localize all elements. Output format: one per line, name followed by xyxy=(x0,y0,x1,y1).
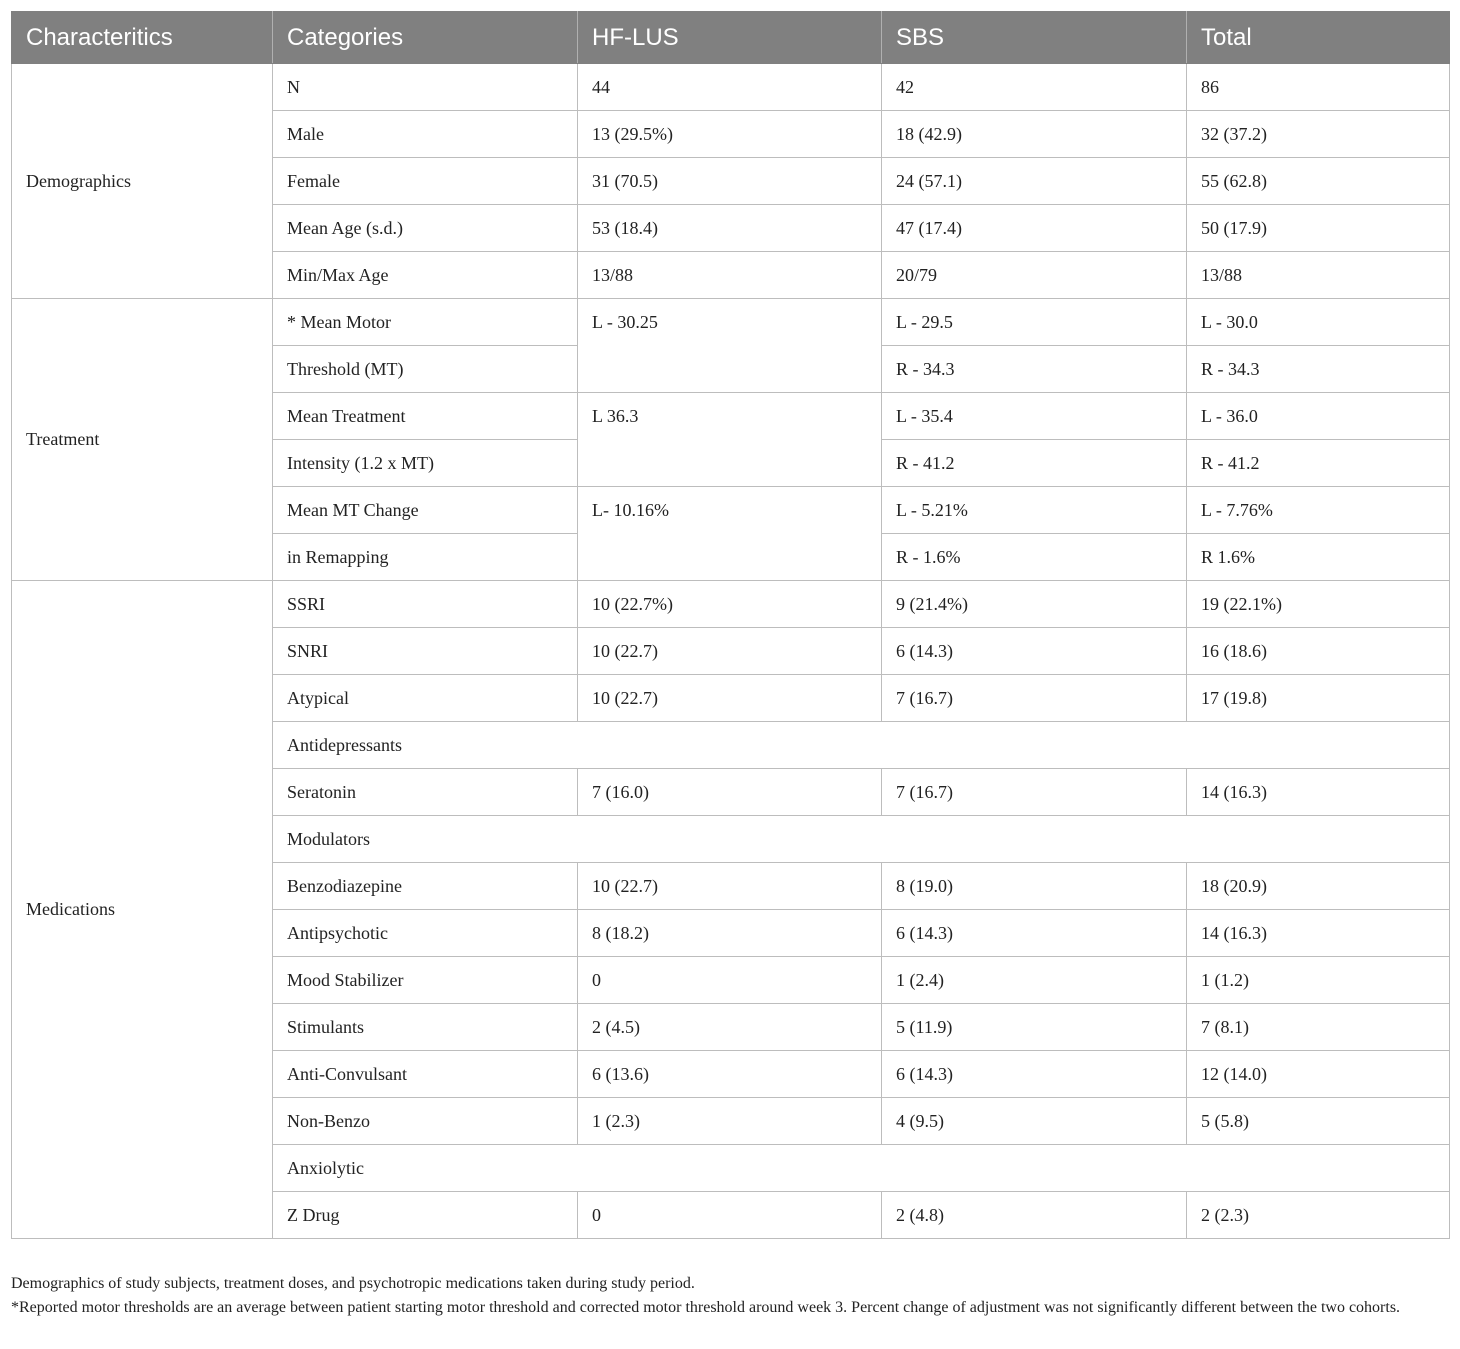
hf-lus-cell: 6 (13.6) xyxy=(578,1051,882,1098)
hf-lus-cell: L- 10.16% xyxy=(578,487,882,581)
characteristics-table xyxy=(11,11,1450,1239)
header-categories: Categories xyxy=(273,12,578,64)
category-cell: * Mean Motor xyxy=(273,299,578,346)
table-row xyxy=(12,581,1450,628)
category-cell: in Remapping xyxy=(273,534,578,581)
sbs-cell: 7 (16.7) xyxy=(882,675,1187,722)
hf-lus-cell: L 36.3 xyxy=(578,393,882,487)
category-cell: Mean Age (s.d.) xyxy=(273,205,578,252)
subgroup-label: Modulators xyxy=(273,816,1450,863)
total-cell: 19 (22.1%) xyxy=(1187,581,1450,628)
hf-lus-cell: 0 xyxy=(578,957,882,1004)
sbs-cell: R - 1.6% xyxy=(882,534,1187,581)
category-cell: Mood Stabilizer xyxy=(273,957,578,1004)
category-cell: Seratonin xyxy=(273,769,578,816)
header-total: Total xyxy=(1187,12,1450,64)
sbs-cell: L - 35.4 xyxy=(882,393,1187,440)
sbs-cell: 18 (42.9) xyxy=(882,111,1187,158)
section-label-medications: Medications xyxy=(12,581,273,1239)
sbs-cell: L - 5.21% xyxy=(882,487,1187,534)
category-cell: SNRI xyxy=(273,628,578,675)
section-label-demographics: Demographics xyxy=(12,64,273,299)
total-cell: 7 (8.1) xyxy=(1187,1004,1450,1051)
sbs-cell: 9 (21.4%) xyxy=(882,581,1187,628)
sbs-cell: 5 (11.9) xyxy=(882,1004,1187,1051)
category-cell: Male xyxy=(273,111,578,158)
category-cell: Antipsychotic xyxy=(273,910,578,957)
category-cell: Female xyxy=(273,158,578,205)
category-cell: Stimulants xyxy=(273,1004,578,1051)
category-cell: Threshold (MT) xyxy=(273,346,578,393)
total-cell: 14 (16.3) xyxy=(1187,769,1450,816)
table-notes xyxy=(11,1272,1451,1320)
header-row xyxy=(12,12,1450,64)
sbs-cell: 20/79 xyxy=(882,252,1187,299)
hf-lus-cell: 53 (18.4) xyxy=(578,205,882,252)
total-cell: 5 (5.8) xyxy=(1187,1098,1450,1145)
hf-lus-cell: 10 (22.7%) xyxy=(578,581,882,628)
subgroup-label: Antidepressants xyxy=(273,722,1450,769)
category-cell: Mean Treatment xyxy=(273,393,578,440)
total-cell: 86 xyxy=(1187,64,1450,111)
category-cell: Non-Benzo xyxy=(273,1098,578,1145)
total-cell: L - 30.0 xyxy=(1187,299,1450,346)
hf-lus-cell: 31 (70.5) xyxy=(578,158,882,205)
header-sbs: SBS xyxy=(882,12,1187,64)
sbs-cell: L - 29.5 xyxy=(882,299,1187,346)
sbs-cell: 6 (14.3) xyxy=(882,1051,1187,1098)
total-cell: R - 34.3 xyxy=(1187,346,1450,393)
total-cell: L - 36.0 xyxy=(1187,393,1450,440)
category-cell: Atypical xyxy=(273,675,578,722)
category-cell: Min/Max Age xyxy=(273,252,578,299)
sbs-cell: R - 41.2 xyxy=(882,440,1187,487)
hf-lus-cell: 8 (18.2) xyxy=(578,910,882,957)
table-row xyxy=(12,299,1450,346)
sbs-cell: R - 34.3 xyxy=(882,346,1187,393)
table-container xyxy=(11,11,1449,1239)
header-characteristics: Characteritics xyxy=(12,12,273,64)
hf-lus-cell: 2 (4.5) xyxy=(578,1004,882,1051)
hf-lus-cell: 13 (29.5%) xyxy=(578,111,882,158)
hf-lus-cell: 13/88 xyxy=(578,252,882,299)
hf-lus-cell: 7 (16.0) xyxy=(578,769,882,816)
sbs-cell: 4 (9.5) xyxy=(882,1098,1187,1145)
hf-lus-cell: 10 (22.7) xyxy=(578,675,882,722)
sbs-cell: 6 (14.3) xyxy=(882,628,1187,675)
total-cell: 18 (20.9) xyxy=(1187,863,1450,910)
sbs-cell: 6 (14.3) xyxy=(882,910,1187,957)
header-hf-lus: HF-LUS xyxy=(578,12,882,64)
hf-lus-cell: L - 30.25 xyxy=(578,299,882,393)
total-cell: R 1.6% xyxy=(1187,534,1450,581)
sbs-cell: 47 (17.4) xyxy=(882,205,1187,252)
table-footnote: *Reported motor thresholds are an average between patient starting motor threshold and corrected motor threshold around week 3. Percent change of adjustment was not significantly different between the two cohorts. xyxy=(11,1299,1401,1316)
total-cell: R - 41.2 xyxy=(1187,440,1450,487)
hf-lus-cell: 44 xyxy=(578,64,882,111)
total-cell: 14 (16.3) xyxy=(1187,910,1450,957)
table-row xyxy=(12,64,1450,111)
table-caption: Demographics of study subjects, treatment doses, and psychotropic medications taken during study period. xyxy=(11,1275,695,1292)
total-cell: 1 (1.2) xyxy=(1187,957,1450,1004)
sbs-cell: 24 (57.1) xyxy=(882,158,1187,205)
category-cell: Benzodiazepine xyxy=(273,863,578,910)
total-cell: 17 (19.8) xyxy=(1187,675,1450,722)
total-cell: L - 7.76% xyxy=(1187,487,1450,534)
total-cell: 12 (14.0) xyxy=(1187,1051,1450,1098)
hf-lus-cell: 1 (2.3) xyxy=(578,1098,882,1145)
category-cell: SSRI xyxy=(273,581,578,628)
total-cell: 55 (62.8) xyxy=(1187,158,1450,205)
section-label-treatment: Treatment xyxy=(12,299,273,581)
category-cell: Intensity (1.2 x MT) xyxy=(273,440,578,487)
sbs-cell: 42 xyxy=(882,64,1187,111)
sbs-cell: 1 (2.4) xyxy=(882,957,1187,1004)
total-cell: 2 (2.3) xyxy=(1187,1192,1450,1239)
category-cell: Z Drug xyxy=(273,1192,578,1239)
total-cell: 50 (17.9) xyxy=(1187,205,1450,252)
hf-lus-cell: 10 (22.7) xyxy=(578,863,882,910)
hf-lus-cell: 10 (22.7) xyxy=(578,628,882,675)
total-cell: 32 (37.2) xyxy=(1187,111,1450,158)
total-cell: 16 (18.6) xyxy=(1187,628,1450,675)
hf-lus-cell: 0 xyxy=(578,1192,882,1239)
category-cell: Mean MT Change xyxy=(273,487,578,534)
sbs-cell: 2 (4.8) xyxy=(882,1192,1187,1239)
category-cell: Anti-Convulsant xyxy=(273,1051,578,1098)
category-cell: N xyxy=(273,64,578,111)
sbs-cell: 8 (19.0) xyxy=(882,863,1187,910)
subgroup-label: Anxiolytic xyxy=(273,1145,1450,1192)
sbs-cell: 7 (16.7) xyxy=(882,769,1187,816)
total-cell: 13/88 xyxy=(1187,252,1450,299)
